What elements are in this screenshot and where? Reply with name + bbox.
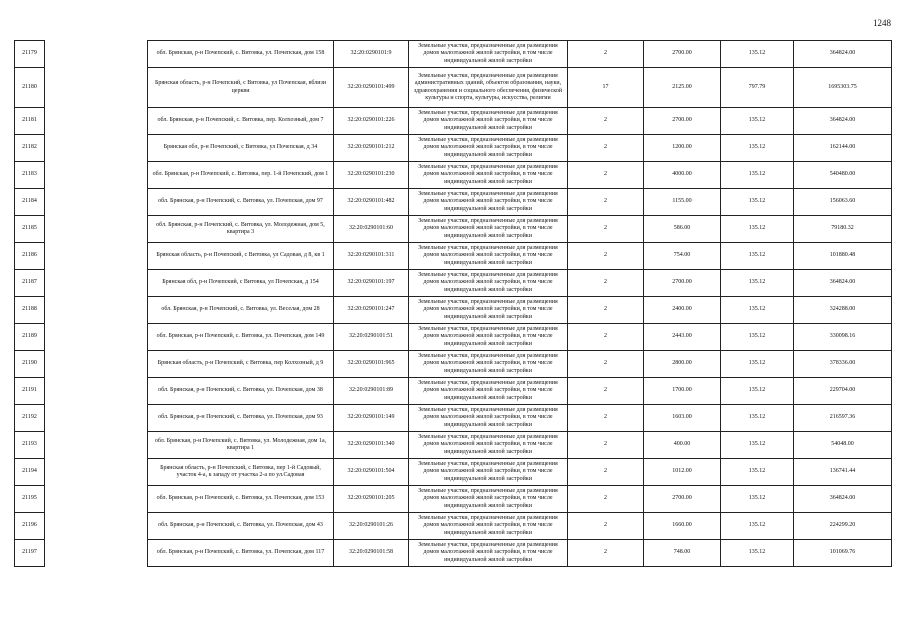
cadastral-number-cell: 32:20:0290101:212 xyxy=(334,135,409,162)
use-group-cell: 2 xyxy=(568,486,644,513)
address-cell: обл. Брянская, р-н Почепский, с. Витовка, ул. Почепская, дом 97 xyxy=(148,189,334,216)
address-cell: обл. Брянская, р-н Почепский, с. Витовка, пер. 1-й Почепский, дом 1 xyxy=(148,162,334,189)
table-row xyxy=(15,486,892,513)
permitted-use-cell: Земельные участки, предназначенные для размещения домов малоэтажной жилой застройки, в том числе индивидуальной жилой застройки xyxy=(409,432,568,459)
spacer-cell xyxy=(45,108,148,135)
row-number-cell: 21181 xyxy=(15,108,45,135)
cadastral-value-cell: 330098.16 xyxy=(794,324,892,351)
table-row xyxy=(15,297,892,324)
cadastral-number-cell: 32:20:0290101:230 xyxy=(334,162,409,189)
specific-value-cell: 135.12 xyxy=(721,297,794,324)
permitted-use-cell: Земельные участки, предназначенные для размещения домов малоэтажной жилой застройки, в том числе индивидуальной жилой застройки xyxy=(409,459,568,486)
cadastral-value-cell: 364824.00 xyxy=(794,270,892,297)
address-cell: Брянская область, р-н Почепский, с Витовка, ул Садовая, д 8, кв 1 xyxy=(148,243,334,270)
cadastral-value-cell: 224299.20 xyxy=(794,513,892,540)
use-group-cell: 2 xyxy=(568,405,644,432)
address-cell: обл. Брянская, р-н Почепский, с. Витовка, ул. Почепская, дом 149 xyxy=(148,324,334,351)
address-cell: Брянская область, р-н Почепский, с Витовка, пер 1-й Садовый, участок 4-а, к западу от участка 2-а по ул.Садовая xyxy=(148,459,334,486)
cadastral-value-cell: 216597.36 xyxy=(794,405,892,432)
address-cell: обл. Брянская, р-н Почепский, с. Витовка, ул. Веселая, дом 28 xyxy=(148,297,334,324)
specific-value-cell: 135.12 xyxy=(721,324,794,351)
cadastral-number-cell: 32:20:0290101:149 xyxy=(334,405,409,432)
permitted-use-cell: Земельные участки, предназначенные для размещения домов малоэтажной жилой застройки, в том числе индивидуальной жилой застройки xyxy=(409,216,568,243)
specific-value-cell: 135.12 xyxy=(721,540,794,567)
address-cell: Брянская обл, р-н Почепский, с Витовка, ул Почепская, д 154 xyxy=(148,270,334,297)
permitted-use-cell: Земельные участки, предназначенные для размещения домов малоэтажной жилой застройки, в том числе индивидуальной жилой застройки xyxy=(409,270,568,297)
table-row xyxy=(15,270,892,297)
specific-value-cell: 135.12 xyxy=(721,135,794,162)
area-cell: 2125.00 xyxy=(644,68,721,108)
cadastral-number-cell: 32:20:0290101:197 xyxy=(334,270,409,297)
permitted-use-cell: Земельные участки, предназначенные для размещения домов малоэтажной жилой застройки, в том числе индивидуальной жилой застройки xyxy=(409,108,568,135)
specific-value-cell: 135.12 xyxy=(721,41,794,68)
use-group-cell: 2 xyxy=(568,459,644,486)
area-cell: 1155.00 xyxy=(644,189,721,216)
spacer-cell xyxy=(45,432,148,459)
row-number-cell: 21182 xyxy=(15,135,45,162)
spacer-cell xyxy=(45,513,148,540)
cadastral-number-cell: 32:20:0290101:58 xyxy=(334,540,409,567)
cadastral-number-cell: 32:20:0290101:504 xyxy=(334,459,409,486)
row-number-cell: 21194 xyxy=(15,459,45,486)
permitted-use-cell: Земельные участки, предназначенные для размещения домов малоэтажной жилой застройки, в том числе индивидуальной жилой застройки xyxy=(409,135,568,162)
specific-value-cell: 135.12 xyxy=(721,513,794,540)
use-group-cell: 2 xyxy=(568,540,644,567)
permitted-use-cell: Земельные участки, предназначенные для размещения домов малоэтажной жилой застройки, в том числе индивидуальной жилой застройки xyxy=(409,540,568,567)
use-group-cell: 2 xyxy=(568,324,644,351)
spacer-cell xyxy=(45,405,148,432)
spacer-cell xyxy=(45,189,148,216)
area-cell: 1700.00 xyxy=(644,378,721,405)
cadastral-number-cell: 32:20:0290101:311 xyxy=(334,243,409,270)
address-cell: обл. Брянская, р-н Почепский, с. Витовка, ул. Почепская, дом 43 xyxy=(148,513,334,540)
use-group-cell: 2 xyxy=(568,432,644,459)
cadastral-value-cell: 364824.00 xyxy=(794,108,892,135)
row-number-cell: 21180 xyxy=(15,68,45,108)
spacer-cell xyxy=(45,41,148,68)
cadastral-number-cell: 32:20:0290101:340 xyxy=(334,432,409,459)
cadastral-value-cell: 364824.00 xyxy=(794,486,892,513)
address-cell: обл. Брянская, р-н Почепский, с. Витовка, ул. Почепская, дом 153 xyxy=(148,486,334,513)
use-group-cell: 2 xyxy=(568,243,644,270)
address-cell: обл. Брянская, р-н Почепский, с. Витовка, ул. Почепская, дом 38 xyxy=(148,378,334,405)
specific-value-cell: 135.12 xyxy=(721,216,794,243)
permitted-use-cell: Земельные участки, предназначенные для размещения домов малоэтажной жилой застройки, в том числе индивидуальной жилой застройки xyxy=(409,297,568,324)
area-cell: 754.00 xyxy=(644,243,721,270)
row-number-cell: 21196 xyxy=(15,513,45,540)
row-number-cell: 21190 xyxy=(15,351,45,378)
specific-value-cell: 135.12 xyxy=(721,378,794,405)
spacer-cell xyxy=(45,162,148,189)
row-number-cell: 21195 xyxy=(15,486,45,513)
cadastral-number-cell: 32:20:0290101:9 xyxy=(334,41,409,68)
specific-value-cell: 135.12 xyxy=(721,108,794,135)
spacer-cell xyxy=(45,297,148,324)
spacer-cell xyxy=(45,68,148,108)
area-cell: 2700.00 xyxy=(644,486,721,513)
specific-value-cell: 135.12 xyxy=(721,405,794,432)
use-group-cell: 2 xyxy=(568,513,644,540)
cadastral-number-cell: 32:20:0290101:26 xyxy=(334,513,409,540)
permitted-use-cell: Земельные участки, предназначенные для размещения домов малоэтажной жилой застройки, в том числе индивидуальной жилой застройки xyxy=(409,351,568,378)
permitted-use-cell: Земельные участки, предназначенные для размещения домов малоэтажной жилой застройки, в том числе индивидуальной жилой застройки xyxy=(409,378,568,405)
address-cell: обл. Брянская, р-н Почепский, с. Витовка, ул. Почепская, дом 93 xyxy=(148,405,334,432)
area-cell: 1012.00 xyxy=(644,459,721,486)
cadastral-number-cell: 32:20:0290101:226 xyxy=(334,108,409,135)
table-row xyxy=(15,351,892,378)
table-row xyxy=(15,459,892,486)
specific-value-cell: 135.12 xyxy=(721,351,794,378)
use-group-cell: 2 xyxy=(568,216,644,243)
specific-value-cell: 135.12 xyxy=(721,486,794,513)
cadastral-number-cell: 32:20:0290101:89 xyxy=(334,378,409,405)
spacer-cell xyxy=(45,243,148,270)
row-number-cell: 21192 xyxy=(15,405,45,432)
area-cell: 2700.00 xyxy=(644,270,721,297)
address-cell: обл. Брянская, р-н Почепский, с. Витовка, ул. Почепская, дом 158 xyxy=(148,41,334,68)
cadastral-number-cell: 32:20:0290101:482 xyxy=(334,189,409,216)
table-row xyxy=(15,540,892,567)
use-group-cell: 2 xyxy=(568,351,644,378)
cadastral-number-cell: 32:20:0290101:51 xyxy=(334,324,409,351)
row-number-cell: 21189 xyxy=(15,324,45,351)
permitted-use-cell: Земельные участки, предназначенные для размещения домов малоэтажной жилой застройки, в том числе индивидуальной жилой застройки xyxy=(409,486,568,513)
cadastral-value-cell: 101069.76 xyxy=(794,540,892,567)
address-cell: обл. Брянская, р-н Почепский, с. Витовка, ул. Почепская, дом 117 xyxy=(148,540,334,567)
area-cell: 4000.00 xyxy=(644,162,721,189)
spacer-cell xyxy=(45,135,148,162)
table-row xyxy=(15,162,892,189)
area-cell: 2400.00 xyxy=(644,297,721,324)
use-group-cell: 2 xyxy=(568,162,644,189)
permitted-use-cell: Земельные участки, предназначенные для размещения домов малоэтажной жилой застройки, в том числе индивидуальной жилой застройки xyxy=(409,189,568,216)
cadastral-number-cell: 32:20:0290101:60 xyxy=(334,216,409,243)
use-group-cell: 2 xyxy=(568,189,644,216)
permitted-use-cell: Земельные участки, предназначенные для размещения административных зданий, объектов образования, науки, здравоохранения и социального обеспечения, физической культуры и спорта, культуры, искусства, религии xyxy=(409,68,568,108)
table-row xyxy=(15,108,892,135)
permitted-use-cell: Земельные участки, предназначенные для размещения домов малоэтажной жилой застройки, в том числе индивидуальной жилой застройки xyxy=(409,41,568,68)
permitted-use-cell: Земельные участки, предназначенные для размещения домов малоэтажной жилой застройки, в том числе индивидуальной жилой застройки xyxy=(409,162,568,189)
permitted-use-cell: Земельные участки, предназначенные для размещения домов малоэтажной жилой застройки, в том числе индивидуальной жилой застройки xyxy=(409,405,568,432)
cadastral-value-cell: 162144.00 xyxy=(794,135,892,162)
address-cell: обл. Брянская, р-н Почепский, с. Витовка, ул. Молодежная, дом 1а, квартира 1 xyxy=(148,432,334,459)
table-row xyxy=(15,432,892,459)
permitted-use-cell: Земельные участки, предназначенные для размещения домов малоэтажной жилой застройки, в том числе индивидуальной жилой застройки xyxy=(409,243,568,270)
spacer-cell xyxy=(45,270,148,297)
address-cell: Брянская область, р-н Почепский, с Витовка, ул Почепская, вблизи церкви xyxy=(148,68,334,108)
spacer-cell xyxy=(45,216,148,243)
specific-value-cell: 135.12 xyxy=(721,189,794,216)
table-row xyxy=(15,41,892,68)
cadastral-value-cell: 156063.60 xyxy=(794,189,892,216)
table-row xyxy=(15,513,892,540)
row-number-cell: 21185 xyxy=(15,216,45,243)
use-group-cell: 2 xyxy=(568,270,644,297)
specific-value-cell: 135.12 xyxy=(721,432,794,459)
row-number-cell: 21186 xyxy=(15,243,45,270)
area-cell: 400.00 xyxy=(644,432,721,459)
area-cell: 586.00 xyxy=(644,216,721,243)
address-cell: Брянская область, р-н Почепский, с Витовка, пер Колхозный, д 9 xyxy=(148,351,334,378)
specific-value-cell: 135.12 xyxy=(721,270,794,297)
cadastral-value-cell: 101880.48 xyxy=(794,243,892,270)
area-cell: 2800.00 xyxy=(644,351,721,378)
permitted-use-cell: Земельные участки, предназначенные для размещения домов малоэтажной жилой застройки, в том числе индивидуальной жилой застройки xyxy=(409,324,568,351)
spacer-cell xyxy=(45,351,148,378)
table-row xyxy=(15,189,892,216)
table-row xyxy=(15,243,892,270)
cadastral-number-cell: 32:20:0290101:247 xyxy=(334,297,409,324)
cadastral-number-cell: 32:20:0290101:965 xyxy=(334,351,409,378)
spacer-cell xyxy=(45,540,148,567)
use-group-cell: 2 xyxy=(568,108,644,135)
table-body xyxy=(15,41,892,567)
spacer-cell xyxy=(45,459,148,486)
row-number-cell: 21187 xyxy=(15,270,45,297)
row-number-cell: 21179 xyxy=(15,41,45,68)
specific-value-cell: 797.79 xyxy=(721,68,794,108)
table-row xyxy=(15,68,892,108)
area-cell: 2700.00 xyxy=(644,41,721,68)
cadastral-value-cell: 364824.00 xyxy=(794,41,892,68)
cadastral-value-cell: 79180.32 xyxy=(794,216,892,243)
use-group-cell: 2 xyxy=(568,378,644,405)
area-cell: 1200.00 xyxy=(644,135,721,162)
row-number-cell: 21197 xyxy=(15,540,45,567)
permitted-use-cell: Земельные участки, предназначенные для размещения домов малоэтажной жилой застройки, в том числе индивидуальной жилой застройки xyxy=(409,513,568,540)
cadastral-number-cell: 32:20:0290101:499 xyxy=(334,68,409,108)
row-number-cell: 21193 xyxy=(15,432,45,459)
cadastral-value-cell: 324288.00 xyxy=(794,297,892,324)
row-number-cell: 21184 xyxy=(15,189,45,216)
table-row xyxy=(15,135,892,162)
cadastral-number-cell: 32:20:0290101:205 xyxy=(334,486,409,513)
row-number-cell: 21183 xyxy=(15,162,45,189)
cadastral-value-cell: 54048.00 xyxy=(794,432,892,459)
cadastral-value-cell: 229704.00 xyxy=(794,378,892,405)
address-cell: обл. Брянская, р-н Почепский, с. Витовка, пер. Колхозный, дом 7 xyxy=(148,108,334,135)
address-cell: обл. Брянская, р-н Почепский, с. Витовка, ул. Молодежная, дом 5, квартира 3 xyxy=(148,216,334,243)
row-number-cell: 21188 xyxy=(15,297,45,324)
area-cell: 2700.00 xyxy=(644,108,721,135)
table-row xyxy=(15,324,892,351)
table-row xyxy=(15,405,892,432)
use-group-cell: 2 xyxy=(568,135,644,162)
specific-value-cell: 135.12 xyxy=(721,243,794,270)
spacer-cell xyxy=(45,324,148,351)
use-group-cell: 2 xyxy=(568,297,644,324)
table-row xyxy=(15,378,892,405)
area-cell: 1660.00 xyxy=(644,513,721,540)
specific-value-cell: 135.12 xyxy=(721,459,794,486)
cadastral-value-cell: 540480.00 xyxy=(794,162,892,189)
address-cell: Брянская обл, р-н Почепский, с Витовка, ул Почепская, д 34 xyxy=(148,135,334,162)
use-group-cell: 17 xyxy=(568,68,644,108)
row-number-cell: 21191 xyxy=(15,378,45,405)
page-number: 1248 xyxy=(873,18,891,28)
area-cell: 1603.00 xyxy=(644,405,721,432)
cadastral-value-table xyxy=(14,40,892,567)
cadastral-value-cell: 1695303.75 xyxy=(794,68,892,108)
area-cell: 2443.00 xyxy=(644,324,721,351)
spacer-cell xyxy=(45,378,148,405)
spacer-cell xyxy=(45,486,148,513)
cadastral-value-cell: 378336.00 xyxy=(794,351,892,378)
specific-value-cell: 135.12 xyxy=(721,162,794,189)
area-cell: 748.00 xyxy=(644,540,721,567)
use-group-cell: 2 xyxy=(568,41,644,68)
cadastral-value-cell: 136741.44 xyxy=(794,459,892,486)
table-row xyxy=(15,216,892,243)
